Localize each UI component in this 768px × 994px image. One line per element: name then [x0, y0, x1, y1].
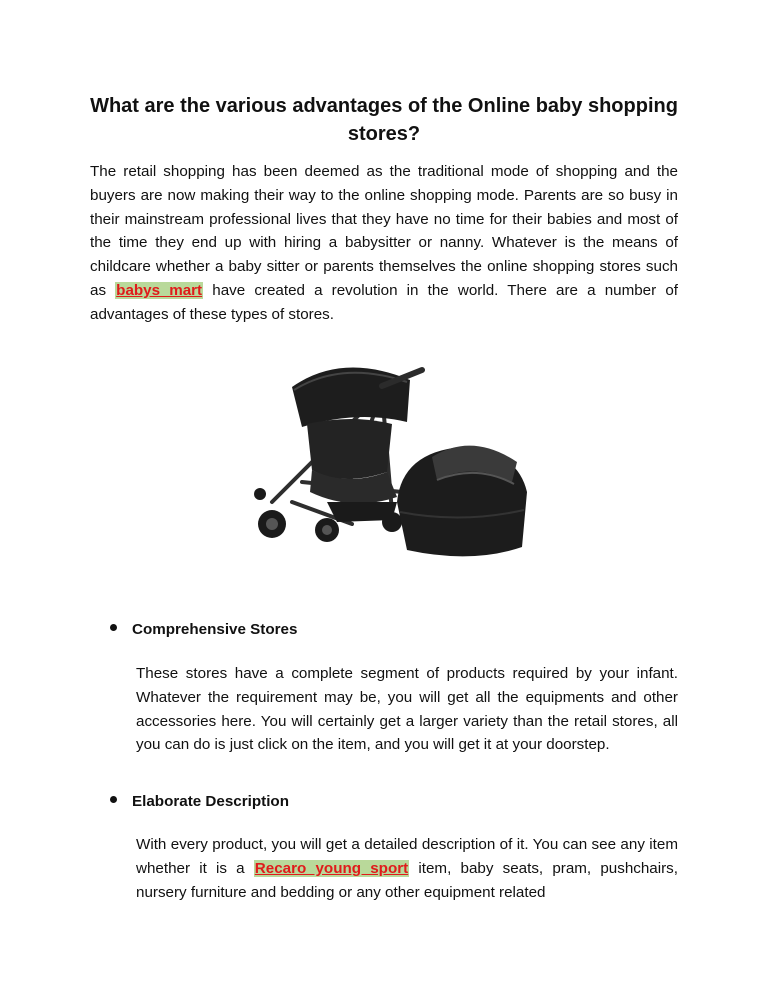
bullet-icon — [110, 796, 117, 803]
stroller-image — [232, 352, 532, 582]
stroller-icon — [232, 352, 532, 582]
page-title: What are the various advantages of the Online baby shopping stores? — [90, 95, 678, 145]
bullet-icon — [110, 624, 117, 631]
section-body-text-after: item, baby seats, pram, pushchairs, nursery furniture and bedding or any other equipment related — [136, 859, 678, 901]
section-heading-label: Comprehensive Stores — [132, 621, 298, 638]
babys-mart-link[interactable]: babys mart — [116, 281, 203, 299]
section-heading-comprehensive-stores — [110, 621, 297, 638]
recaro-young-sport-link[interactable]: Recaro young sport — [254, 859, 409, 877]
intro-text-after: have created a revolution in the world. There are a number of advantages of these types of stores. — [90, 281, 678, 323]
section-body-comprehensive-stores: These stores have a complete segment of products required by your infant. Whatever the requirement may be, you will get all the equipments and other accessories here. You will certainly get a larger variety than the retail stores, all you can do is just click on the item, and you will get it at your doorstep. — [136, 665, 678, 754]
section-body-elaborate-description — [136, 833, 678, 904]
section-body-text-before: With every product, you will get a detailed description of it. You can see any item whether it is a — [136, 836, 678, 877]
section-heading-label: Elaborate Description — [132, 793, 289, 810]
section-heading-elaborate-description — [110, 793, 289, 810]
intro-text-before: The retail shopping has been deemed as the traditional mode of shopping and the buyers are now making their way to the online shopping mode. Parents are so busy in their mainstream professional lives that they have no time for their babies and most of the time they end up with hiring a babysitter or nanny. Whatever is the means of childcare whether a baby sitter or parents themselves the online shopping stores such as — [90, 163, 678, 299]
intro-paragraph — [90, 160, 678, 327]
